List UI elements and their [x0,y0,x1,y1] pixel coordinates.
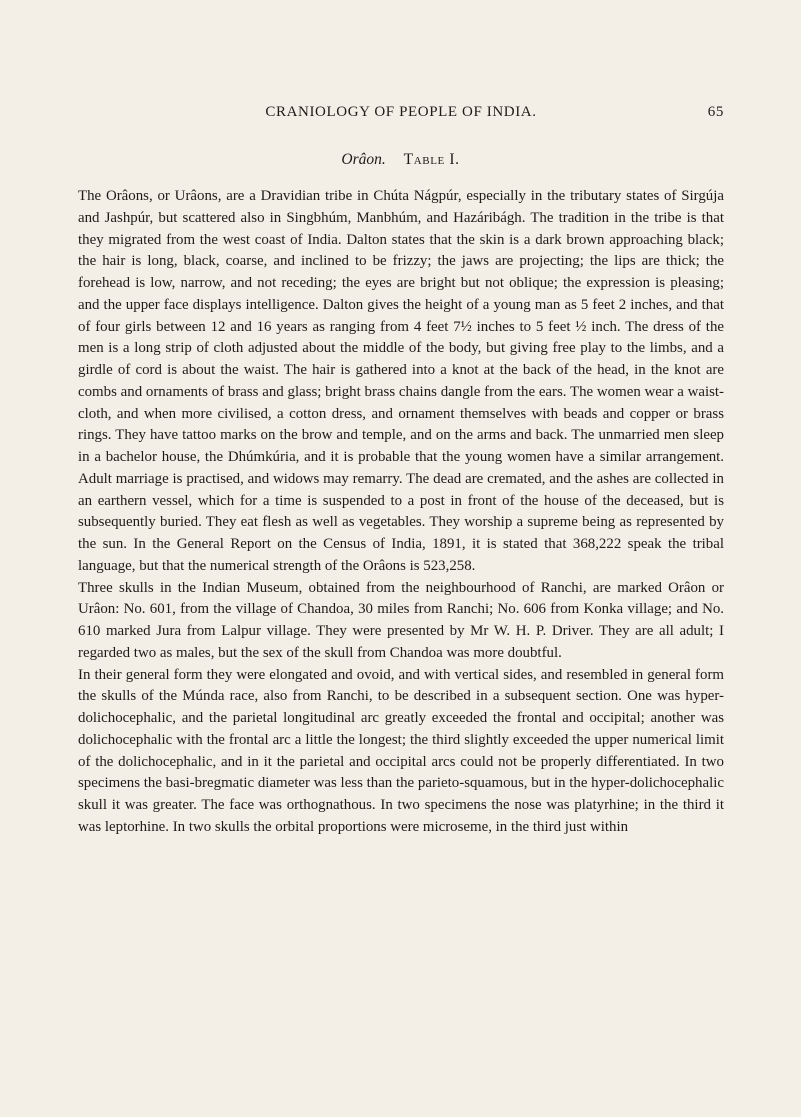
paragraph-form: In their general form they were elongated and ovoid, and with vertical sides, and resembled in general form the skulls of the Múnda race, also from Ranchi, to be described in a subsequent section. One was hyper-dolichocephalic, and the parietal longitudinal arc greatly exceeded the frontal and occipital; another was dolichocephalic with the frontal arc a little the longest; the third slightly exceeded the upper numerical limit of the dolichocephalic, and in it the parietal and occipital arcs could not be properly differentiated. In two specimens the basi-bregmatic diameter was less than the parieto-squamous, but in the hyper-dolichocephalic skull it was greater. The face was orthognathous. In two specimens the nose was platyrhine; in the third it was leptorhine. In two skulls the orbital proportions were microseme, in the third just within [78,666,724,835]
paragraph-intro: The Orâons, or Urâons, are a Dravidian tribe in Chúta Nágpúr, especially in the tributary states of Sirgúja and Jashpúr, but scattered also in Singbhúm, Manbhúm, and Hazáribágh. The tradition in the tribe is that they migrated from the west coast of India. Dalton states that the skin is a dark brown approaching black; the hair is long, black, coarse, and inclined to be frizzy; the jaws are projecting; the lips are thick; the forehead is low, narrow, and not receding; the eyes are bright but not oblique; the expression is pleasing; and the upper face displays intelligence. Dalton gives the height of a young man as 5 feet 2 inches, and that of four girls between 12 and 16 years as ranging from 4 feet 7½ inches to 5 feet ½ inch. The dress of the men is a long strip of cloth adjusted about the middle of the body, but giving free play to the limbs, and a girdle of cord is about the waist. The hair is gathered into a knot at the back of the head, in the knot are combs and ornaments of brass and glass; bright brass chains dangle from the ears. The women wear a waist-cloth, and when more civilised, a cotton dress, and ornament themselves with beads and copper or brass rings. They have tattoo marks on the brow and temple, and on the arms and back. The unmarried men sleep in a bachelor house, the Dhúmkúria, and it is probable that the young women have a similar arrangement. Adult marriage is practised, and widows may remarry. The dead are cremated, and the ashes are collected in an earthern vessel, which for a time is suspended to a post in front of the house of the deceased, but is subsequently buried. They eat flesh as well as vegetables. They worship a supreme being as represented by the sun. In the General Report on the Census of India, 1891, it is stated that 368,222 speak the tribal language, but that the numerical strength of the Orâons is 523,258. [78,188,724,574]
running-head [78,104,724,128]
table-label: Table I. [403,151,460,168]
section-heading [0,151,801,169]
tribe-name: Orâon. [341,151,386,168]
paragraph-skulls: Three skulls in the Indian Museum, obtained from the neighbourhood of Ranchi, are marked Orâon or Urâon: No. 601, from the village of Chandoa, 30 miles from Ranchi; No. 606 from Konka village; and No. 610 marked Jura from Lalpur village. They were presented by Mr W. H. P. Driver. They are all adult; I regarded two as males, but the sex of the skull from Chandoa was more doubtful. [78,579,724,661]
running-title: CRANIOLOGY OF PEOPLE OF INDIA. [265,104,537,120]
body-text [78,186,724,839]
page-number: 65 [707,104,724,120]
